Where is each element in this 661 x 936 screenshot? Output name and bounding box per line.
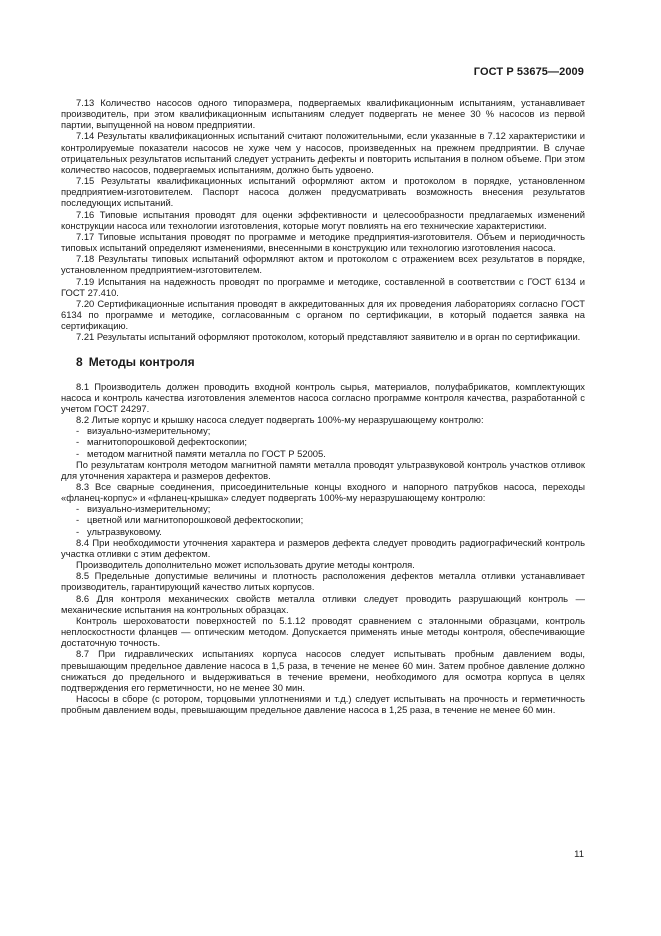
- section-title: Методы контроля: [88, 355, 195, 370]
- paragraph-8-2-result: По результатам контроля методом магнитной памяти металла проводят ультразвуковой контроль участков отливок для уточнения характера и размеров дефектов.: [61, 458, 585, 481]
- paragraph-7-15: 7.15 Результаты квалификационных испытаний оформляют актом и протоколом в порядке, установленном предприятием-изготовителем. Паспорт насоса должен предусматривать возможность внесения результатов последующих испытаний.: [61, 175, 585, 209]
- list-item: [61, 448, 585, 459]
- list-item-text: методом магнитной памяти металла по ГОСТ Р 52005.: [87, 447, 326, 459]
- dash-bullet-icon: -: [76, 436, 80, 448]
- list-item-text: магнитопорошковой дефектоскопии;: [87, 436, 247, 448]
- paragraph-7-16: 7.16 Типовые испытания проводят для оценки эффективности и целесообразности предлагаемых изменений конструкции насоса или технологии изготовления, которые могут повлиять на его технические характеристики.: [61, 208, 585, 231]
- list-item-text: цветной или магнитопорошковой дефектоскопии;: [87, 514, 304, 526]
- paragraph-7-13: 7.13 Количество насосов одного типоразмера, подвергаемых квалификационным испытаниям, устанавливает производитель, при этом квалификационным испытаниям следует подвергать не менее 30 % насосов из первой партии, выпущенной на новом предприятии.: [61, 97, 585, 131]
- paragraph-7-18: 7.18 Результаты типовых испытаний оформляют актом и протоколом с отражением всех результатов в порядке, установленном предприятием-изготовителем.: [61, 253, 585, 276]
- paragraph-8-6-roughness: Контроль шероховатости поверхностей по 5.1.12 проводят сравнением с эталонными образцами, контроль неплоскостности фланцев — оптическим методом. Допускается применять иные методы контроля, обеспечивающие достаточную точность.: [61, 614, 585, 649]
- list-item-text: ультразвуковому.: [87, 525, 162, 537]
- section-number: 8: [76, 355, 83, 370]
- document-id-header: ГОСТ Р 53675—2009: [473, 66, 584, 78]
- list-item: [61, 503, 585, 514]
- paragraph-8-3: 8.3 Все сварные соединения, присоединительные концы входного и напорного патрубков насоса, переходы «фланец-корпус» и «фланец-крышка» следует подвергать 100%-му неразрушающему контролю:: [61, 481, 585, 504]
- list-item: [61, 526, 585, 537]
- dash-bullet-icon: -: [76, 525, 80, 537]
- paragraph-8-2: 8.2 Литые корпус и крышку насоса следует подвергать 100%-му неразрушающему контролю:: [76, 414, 484, 426]
- paragraph-8-1: 8.1 Производитель должен проводить входной контроль сырья, материалов, полуфабрикатов, комплектующих насоса и контроль качества изготовления элементов насоса согласно программе контроля качества, разработанной с учетом ГОСТ 24297.: [61, 380, 585, 414]
- dash-bullet-icon: -: [76, 447, 80, 459]
- paragraph-7-14: 7.14 Результаты квалификационных испытаний считают положительными, если указанные в 7.12 характеристики и контролируемые показатели насосов не хуже чем у насосов, произведенных на прежнем предприятии. В случае отрицательных результатов испытаний следует устранить дефекты и повторить испытания в полном объеме. При этом количество насосов, подвергаемых испытаниям, должно быть удвоено.: [61, 130, 585, 175]
- paragraph-8-5: 8.5 Предельные допустимые величины и плотность расположения дефектов металла отливки устанавливает производитель, гарантирующий качество литых корпусов.: [61, 570, 585, 593]
- paragraph-7-21: 7.21 Результаты испытаний оформляют протоколом, который представляют заявителю и в орган по сертификации.: [76, 331, 581, 343]
- paragraph-8-7: 8.7 При гидравлических испытаниях корпуса насосов следует испытывать пробным давлением воды, превышающим предельное давление насоса в 1,5 раза, в течение не менее 60 мин. Затем пробное давление должно снижаться до предельного и выдерживаться в течение времени, необходимого для осмотра корпуса в целях подтверждения его герметичности, но не менее 30 мин.: [61, 648, 585, 693]
- dash-bullet-icon: -: [76, 514, 80, 526]
- dash-bullet-icon: -: [76, 425, 80, 437]
- section-heading: [76, 357, 585, 368]
- paragraph-8-7-assembled: Насосы в сборе (с ротором, торцовыми уплотнениями и т.д.) следует испытывать на прочность и герметичность пробным давлением воды, превышающим предельное давление насоса в 1,25 раза, в течение не менее 60 мин.: [61, 692, 585, 716]
- page-number: 11: [574, 849, 584, 860]
- paragraph-8-4-note: Производитель дополнительно может использовать другие методы контроля.: [76, 559, 415, 571]
- document-body: [61, 97, 585, 715]
- list-item-text: визуально-измерительному;: [87, 425, 211, 437]
- paragraph-8-4: 8.4 При необходимости уточнения характера и размеров дефекта следует проводить радиографический контроль участка отливки с этим дефектом.: [61, 536, 585, 559]
- list-item: [61, 514, 585, 525]
- paragraph-7-17: 7.17 Типовые испытания проводят по программе и методике предприятия-изготовителя. Объем и периодичность типовых испытаний определяют изменениями, внесенными в конструкцию или технологию изготовления насоса.: [61, 230, 585, 254]
- paragraph-8-6: 8.6 Для контроля механических свойств металла отливки следует проводить разрушающий контроль — механические испытания на контрольных образцах.: [61, 592, 585, 615]
- list-item: [61, 425, 585, 436]
- list-item: [61, 436, 585, 447]
- paragraph-7-19: 7.19 Испытания на надежность проводят по программе и методике, составленной в соответствии с ГОСТ 6134 и ГОСТ 27.410.: [61, 275, 585, 298]
- list-item-text: визуально-измерительному;: [87, 503, 211, 515]
- dash-bullet-icon: -: [76, 503, 80, 515]
- paragraph-7-20: 7.20 Сертификационные испытания проводят в аккредитованных для их проведения лабораториях согласно ГОСТ 6134 по программе и методике, согласованным с органом по сертификации, в который подается заявка на сертификацию.: [61, 297, 585, 332]
